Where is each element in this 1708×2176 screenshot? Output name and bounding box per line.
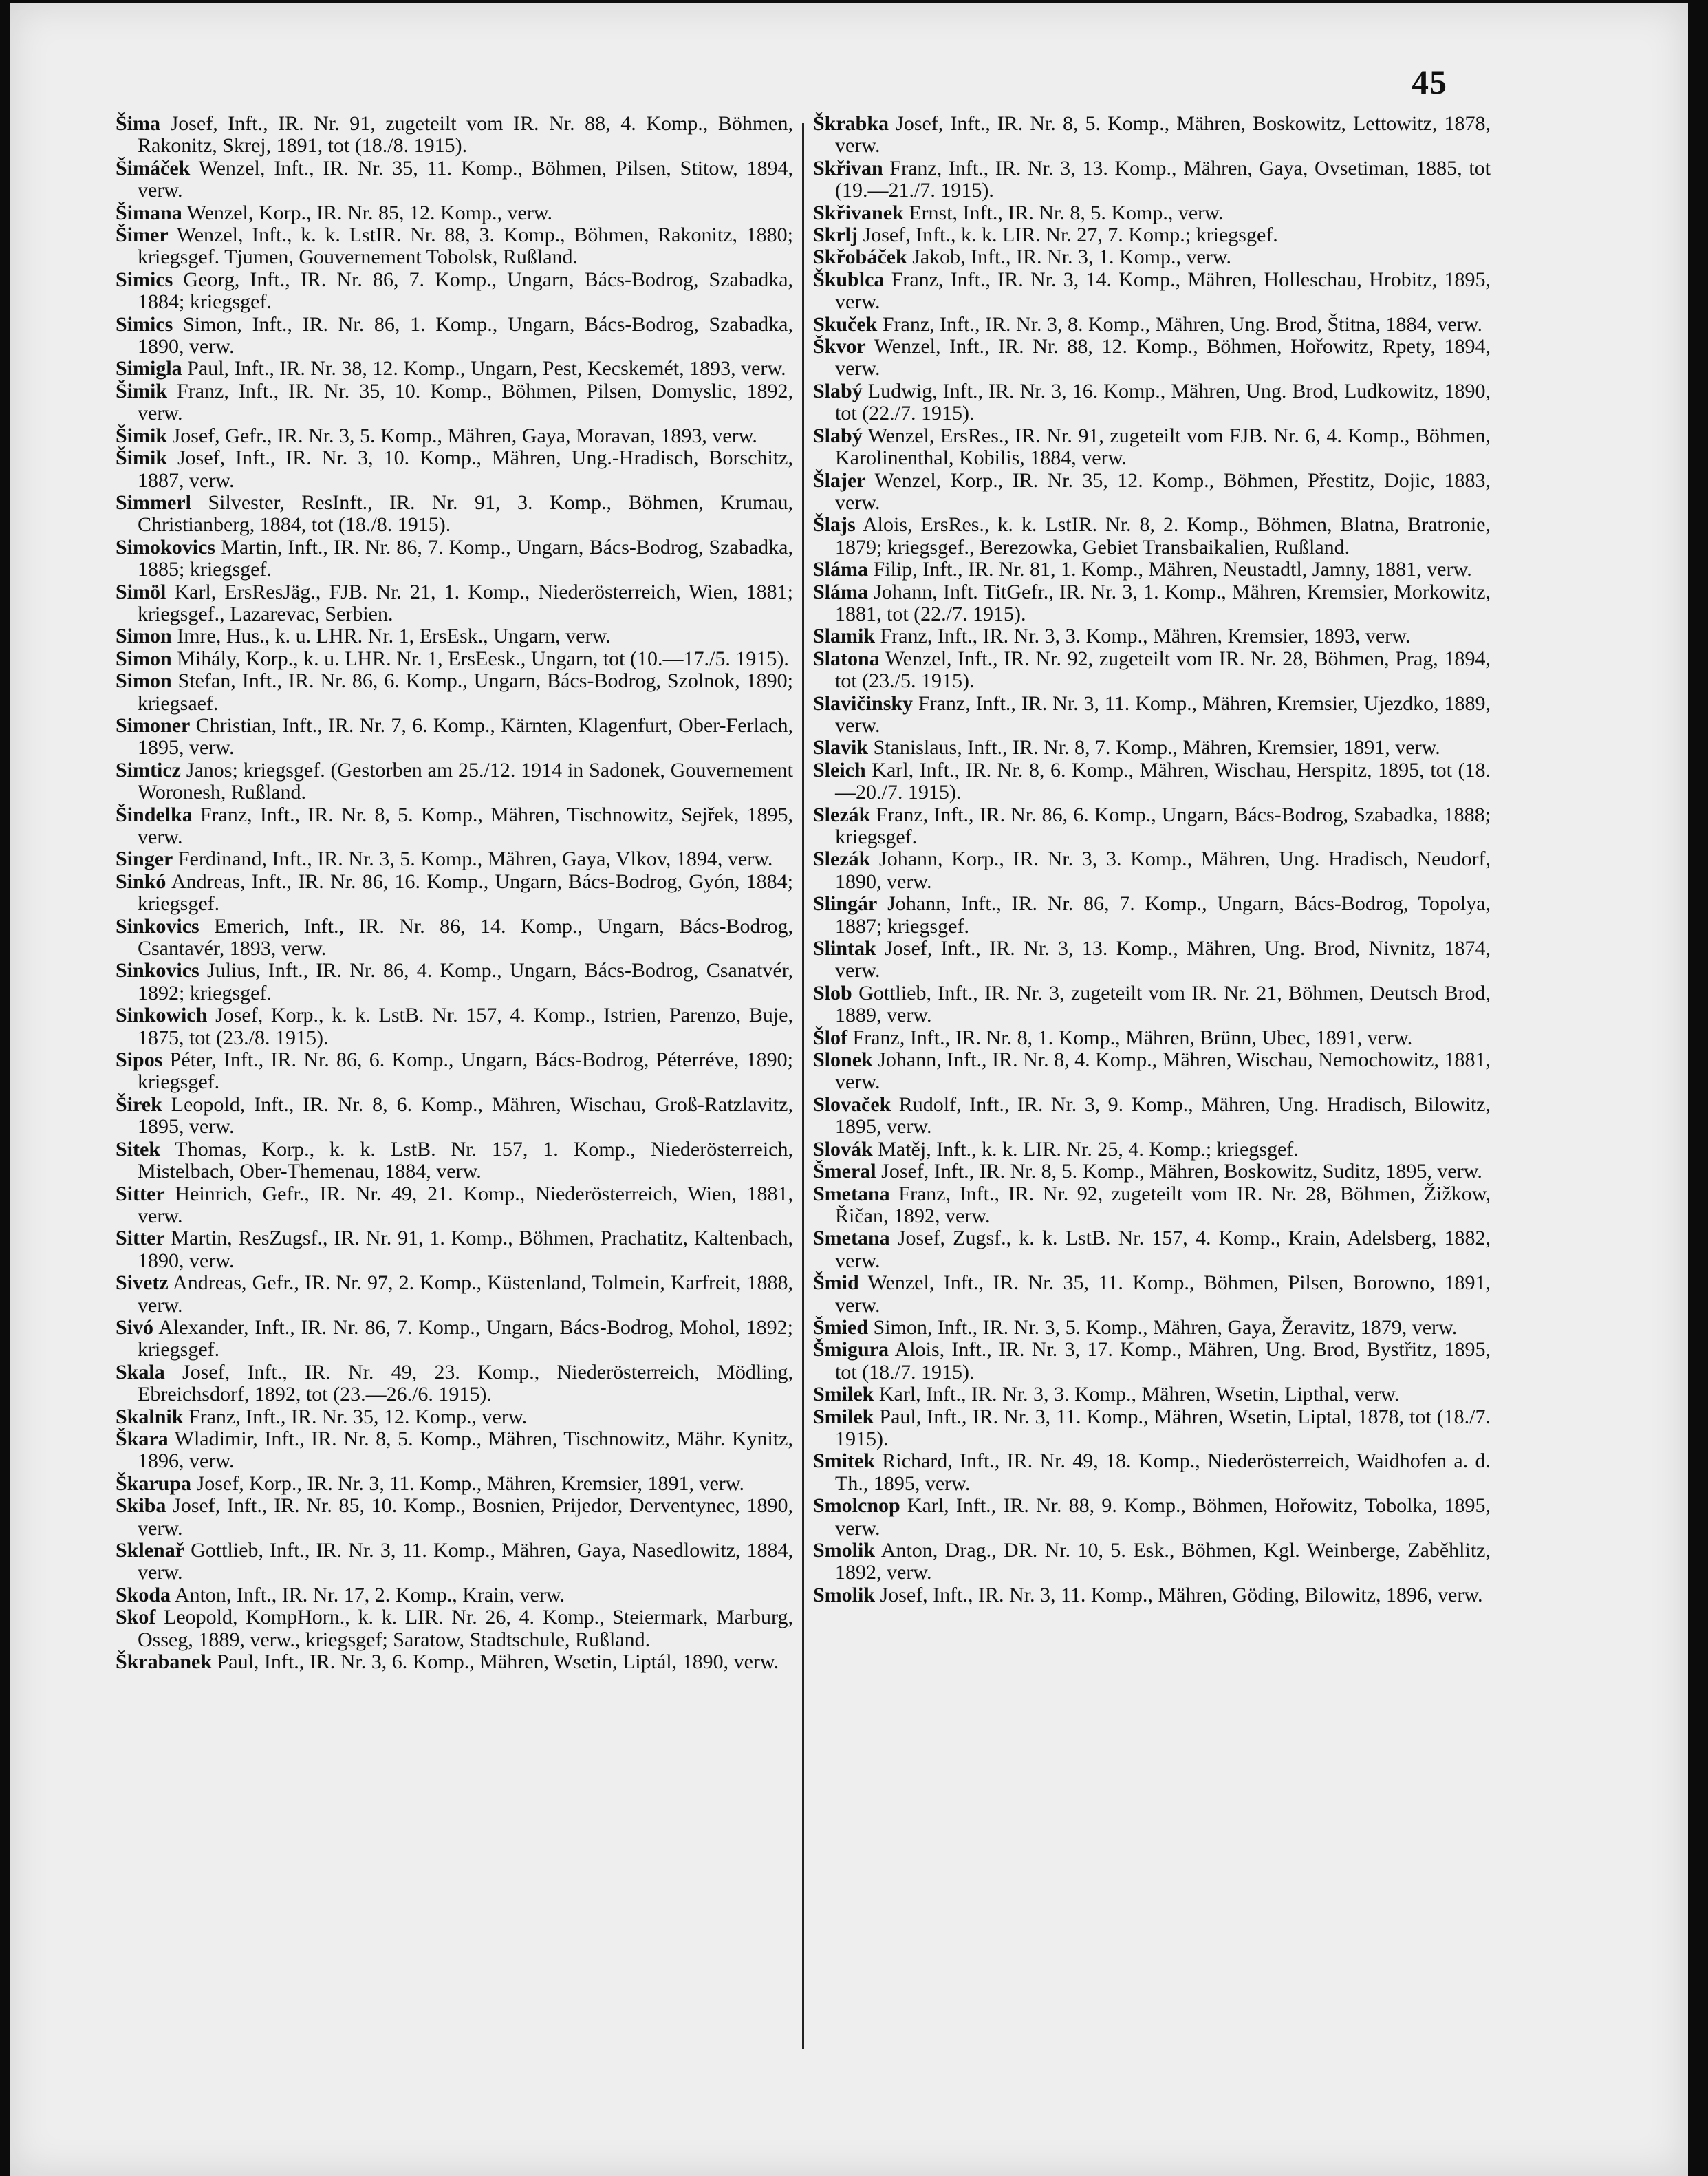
list-entry — [116, 1584, 793, 1606]
list-entry — [813, 1227, 1491, 1272]
entry-surname: Škublca — [813, 268, 885, 291]
entry-details: Franz, Inft., IR. Nr. 86, 6. Komp., Ungarn, Bács-Bodrog, Szabadka, 1888; kriegsgef. — [835, 803, 1491, 848]
entry-details: Wenzel, Inft., k. k. LstIR. Nr. 88, 3. Komp., Böhmen, Rakonitz, 1880; kriegsgef. Tjumen, Gouvernement Tobolsk, Rußland. — [138, 224, 793, 269]
list-entry — [813, 470, 1491, 515]
list-entry — [813, 804, 1491, 849]
entry-surname: Skrlj — [813, 224, 858, 247]
entry-details: Jakob, Inft., IR. Nr. 3, 1. Komp., verw. — [912, 246, 1232, 269]
entry-details: Anton, Inft., IR. Nr. 17, 2. Komp., Krain, verw. — [174, 1583, 565, 1606]
entry-details: Karl, Inft., IR. Nr. 8, 6. Komp., Mähren, Wischau, Herspitz, 1895, tot (18.—20./7. 1915). — [835, 758, 1491, 804]
entry-surname: Slob — [813, 981, 852, 1004]
entry-details: Gottlieb, Inft., IR. Nr. 3, 11. Komp., Mähren, Gaya, Nasedlowitz, 1884, verw. — [138, 1539, 794, 1584]
entry-surname: Skřivan — [813, 156, 883, 180]
list-entry — [813, 1584, 1491, 1606]
entry-details: Karl, ErsResJäg., FJB. Nr. 21, 1. Komp., Niederösterreich, Wien, 1881; kriegsgef., Lazarevac, Serbien. — [138, 580, 794, 625]
entry-surname: Škrabanek — [116, 1650, 213, 1674]
entry-surname: Sláma — [813, 558, 869, 581]
entry-details: Anton, Drag., DR. Nr. 10, 5. Esk., Böhmen, Kgl. Weinberge, Zaběhlitz, 1892, verw. — [835, 1539, 1491, 1584]
list-entry — [116, 1606, 793, 1651]
list-entry — [116, 960, 793, 1004]
entry-surname: Škrabka — [813, 112, 889, 135]
entry-details: Franz, Inft., IR. Nr. 3, 8. Komp., Mähren, Ung. Brod, Štitna, 1884, verw. — [882, 312, 1482, 336]
list-entry — [813, 269, 1491, 314]
entry-details: Stanislaus, Inft., IR. Nr. 8, 7. Komp., Mähren, Kremsier, 1891, verw. — [873, 736, 1440, 760]
entry-details: Alois, Inft., IR. Nr. 3, 17. Komp., Mähren, Ung. Brod, Bystřitz, 1895, tot (18./7. 1915). — [835, 1338, 1491, 1383]
entry-surname: Smilek — [813, 1383, 874, 1406]
entry-surname: Slovák — [813, 1137, 873, 1161]
column-divider — [802, 123, 804, 2049]
entry-details: Josef, Inft., IR. Nr. 3, 11. Komp., Mähren, Göding, Bilowitz, 1896, verw. — [880, 1583, 1483, 1606]
entry-surname: Simics — [116, 268, 173, 291]
entry-surname: Slezák — [813, 803, 871, 826]
list-entry — [813, 1049, 1491, 1094]
left-column — [116, 113, 793, 1673]
list-entry — [116, 1495, 793, 1540]
list-entry — [116, 1227, 793, 1272]
entry-surname: Slavičinsky — [813, 691, 914, 715]
entry-details: Josef, Inft., IR. Nr. 8, 5. Komp., Mähren, Boskowitz, Lettowitz, 1878, verw. — [835, 112, 1491, 158]
entry-details: Paul, Inft., IR. Nr. 38, 12. Komp., Ungarn, Pest, Kecskemét, 1893, verw. — [187, 357, 786, 380]
list-entry — [116, 715, 793, 760]
list-entry — [813, 314, 1491, 336]
list-entry — [813, 380, 1491, 425]
entry-details: Leopold, Inft., IR. Nr. 8, 6. Komp., Mähren, Wischau, Groß-Ratzlavitz, 1895, verw. — [138, 1092, 794, 1139]
list-entry — [116, 760, 793, 804]
entry-surname: Sinkowich — [116, 1004, 208, 1027]
list-entry — [116, 1094, 793, 1139]
entry-surname: Sklenař — [116, 1539, 185, 1562]
entry-details: Emerich, Inft., IR. Nr. 86, 14. Komp., Ungarn, Bács-Bodrog, Csantavér, 1893, verw. — [138, 914, 793, 960]
entry-details: Paul, Inft., IR. Nr. 3, 6. Komp., Mähren, Wsetin, Liptál, 1890, verw. — [217, 1650, 779, 1674]
entry-surname: Smetana — [813, 1182, 890, 1205]
right-column — [813, 113, 1491, 1606]
list-entry — [116, 804, 793, 849]
entry-details: Ferdinand, Inft., IR. Nr. 3, 5. Komp., Mähren, Gaya, Vlkov, 1894, verw. — [177, 848, 773, 871]
entry-details: Josef, Inft., IR. Nr. 3, 10. Komp., Mähren, Ung.-Hradisch, Borschitz, 1887, verw. — [138, 446, 794, 492]
list-entry — [813, 1317, 1491, 1339]
entry-details: Franz, Inft., IR. Nr. 35, 10. Komp., Böhmen, Pilsen, Domyslic, 1892, verw. — [138, 379, 793, 425]
entry-details: Wenzel, ErsRes., IR. Nr. 91, zugeteilt vom FJB. Nr. 6, 4. Komp., Böhmen, Karolinenthal, Kobilis, 1884, verw. — [835, 424, 1491, 470]
entry-details: Simon, Inft., IR. Nr. 86, 1. Komp., Ungarn, Bács-Bodrog, Szabadka, 1890, verw. — [138, 312, 793, 358]
list-entry — [813, 1183, 1491, 1228]
entry-details: Wenzel, Korp., IR. Nr. 35, 12. Komp., Böhmen, Přestitz, Dojic, 1883, verw. — [835, 468, 1491, 514]
entry-details: Ernst, Inft., IR. Nr. 8, 5. Komp., verw. — [909, 201, 1224, 224]
list-entry — [813, 1406, 1491, 1451]
list-entry — [116, 871, 793, 916]
entry-details: Heinrich, Gefr., IR. Nr. 49, 21. Komp., Niederösterreich, Wien, 1881, verw. — [138, 1182, 793, 1227]
entry-details: Paul, Inft., IR. Nr. 3, 11. Komp., Mähren, Wsetin, Liptal, 1878, tot (18./7. 1915). — [835, 1405, 1491, 1450]
entry-details: Karl, Inft., IR. Nr. 88, 9. Komp., Böhmen, Hořowitz, Tobolka, 1895, verw. — [835, 1494, 1491, 1540]
entry-surname: Skof — [116, 1606, 156, 1629]
list-entry — [116, 380, 793, 425]
entry-surname: Smetana — [813, 1227, 890, 1250]
list-entry — [116, 1651, 793, 1673]
entry-details: Janos; kriegsgef. (Gestorben am 25./12. 1914 in Sadonek, Gouvernement Woronesh, Rußland. — [138, 758, 793, 804]
entry-details: Franz, Inft., IR. Nr. 8, 5. Komp., Mähren, Tischnowitz, Sejřek, 1895, verw. — [138, 803, 794, 848]
entry-surname: Šmigura — [813, 1338, 889, 1361]
entry-details: Josef, Korp., IR. Nr. 3, 11. Komp., Mähren, Kremsier, 1891, verw. — [196, 1472, 744, 1495]
entry-details: Filip, Inft., IR. Nr. 81, 1. Komp., Mähren, Neustadtl, Jamny, 1881, verw. — [873, 558, 1472, 581]
entry-surname: Sitek — [116, 1137, 161, 1161]
entry-details: Karl, Inft., IR. Nr. 3, 3. Komp., Mähren, Wsetin, Lipthal, verw. — [878, 1383, 1400, 1406]
entry-details: Wenzel, Inft., IR. Nr. 35, 11. Komp., Böhmen, Pilsen, Borowno, 1891, verw. — [835, 1271, 1491, 1317]
entry-surname: Širek — [116, 1092, 162, 1116]
entry-details: Georg, Inft., IR. Nr. 86, 7. Komp., Ungarn, Bács-Bodrog, Szabadka, 1884; kriegsgef. — [138, 268, 794, 314]
list-entry — [116, 492, 793, 537]
entry-surname: Simmerl — [116, 491, 191, 514]
list-entry — [813, 982, 1491, 1027]
list-entry — [813, 1272, 1491, 1317]
entry-surname: Smolcnop — [813, 1494, 900, 1518]
list-entry — [813, 1139, 1491, 1161]
entry-surname: Sipos — [116, 1048, 163, 1072]
entry-details: Franz, Inft., IR. Nr. 3, 13. Komp., Mähren, Gaya, Ovsetiman, 1885, tot (19.—21./7. 1915). — [835, 156, 1491, 202]
entry-details: Franz, Inft., IR. Nr. 3, 14. Komp., Mähren, Holleschau, Hrobitz, 1895, verw. — [835, 268, 1491, 314]
entry-surname: Sláma — [813, 580, 869, 603]
entry-surname: Šmeral — [813, 1160, 876, 1183]
list-entry — [116, 202, 793, 224]
entry-details: Martin, ResZugsf., IR. Nr. 91, 1. Komp., Böhmen, Prachatitz, Kaltenbach, 1890, verw. — [138, 1227, 794, 1272]
list-entry — [813, 1339, 1491, 1383]
list-entry — [116, 1428, 793, 1473]
entry-surname: Sleich — [813, 758, 866, 782]
entry-details: Josef, Inft., k. k. LIR. Nr. 27, 7. Komp.; kriegsgef. — [863, 224, 1278, 247]
entry-surname: Skala — [116, 1360, 165, 1383]
entry-surname: Simigla — [116, 357, 182, 380]
list-entry — [813, 514, 1491, 559]
entry-surname: Šimana — [116, 201, 182, 224]
page-number: 45 — [1412, 63, 1447, 101]
list-entry — [813, 559, 1491, 581]
entry-details: Matěj, Inft., k. k. LIR. Nr. 25, 4. Komp.; kriegsgef. — [878, 1137, 1299, 1161]
list-entry — [813, 848, 1491, 893]
entry-surname: Smitek — [813, 1450, 875, 1473]
entry-details: Josef, Gefr., IR. Nr. 3, 5. Komp., Mähren, Gaya, Moravan, 1893, verw. — [172, 424, 757, 447]
list-entry — [813, 893, 1491, 938]
entry-surname: Skřobáček — [813, 246, 907, 269]
entry-details: Johann, Inft. TitGefr., IR. Nr. 3, 1. Komp., Mähren, Kremsier, Morkowitz, 1881, tot (22./7. 1915). — [835, 580, 1491, 625]
entry-surname: Simticz — [116, 758, 181, 782]
list-entry — [116, 1183, 793, 1228]
entry-details: Péter, Inft., IR. Nr. 86, 6. Komp., Ungarn, Bács-Bodrog, Péterréve, 1890; kriegsgef. — [138, 1048, 793, 1094]
entry-details: Johann, Inft., IR. Nr. 86, 7. Komp., Ungarn, Bács-Bodrog, Topolya, 1887; kriegsgef. — [835, 892, 1491, 938]
entry-surname: Simon — [116, 647, 172, 670]
entry-surname: Slabý — [813, 424, 863, 447]
entry-surname: Simoner — [116, 713, 191, 737]
entry-details: Alexander, Inft., IR. Nr. 86, 7. Komp., Ungarn, Bács-Bodrog, Mohol, 1892; kriegsgef. — [138, 1315, 793, 1361]
list-entry — [116, 358, 793, 380]
entry-details: Franz, Inft., IR. Nr. 92, zugeteilt vom IR. Nr. 28, Böhmen, Žižkow, Řičan, 1892, verw. — [835, 1182, 1491, 1227]
list-entry — [813, 1027, 1491, 1049]
entry-details: Franz, Inft., IR. Nr. 8, 1. Komp., Mähren, Brünn, Ubec, 1891, verw. — [852, 1026, 1413, 1049]
list-entry — [116, 1139, 793, 1183]
entry-surname: Simics — [116, 312, 173, 336]
entry-surname: Sivó — [116, 1315, 154, 1339]
entry-surname: Simon — [116, 625, 172, 648]
entry-details: Gottlieb, Inft., IR. Nr. 3, zugeteilt vom IR. Nr. 21, Böhmen, Deutsch Brod, 1889, verw. — [835, 981, 1491, 1027]
list-entry — [813, 425, 1491, 470]
list-entry — [813, 1495, 1491, 1540]
entry-surname: Sinkovics — [116, 959, 199, 982]
list-entry — [116, 916, 793, 960]
entry-surname: Smilek — [813, 1405, 874, 1428]
entry-surname: Simöl — [116, 580, 166, 603]
entry-surname: Šmied — [813, 1315, 869, 1339]
list-entry — [116, 447, 793, 492]
list-entry — [813, 246, 1491, 268]
entry-details: Julius, Inft., IR. Nr. 86, 4. Komp., Ungarn, Bács-Bodrog, Csanatvér, 1892; kriegsgef. — [138, 959, 793, 1004]
entry-details: Josef, Zugsf., k. k. LstB. Nr. 157, 4. Komp., Krain, Adelsberg, 1882, verw. — [835, 1227, 1491, 1272]
list-entry — [813, 737, 1491, 759]
entry-surname: Slonek — [813, 1048, 873, 1072]
entry-surname: Šimik — [116, 446, 168, 470]
entry-surname: Šimik — [116, 424, 168, 447]
entry-details: Stefan, Inft., IR. Nr. 86, 6. Komp., Ungarn, Bács-Bodrog, Szolnok, 1890; kriegsaef. — [138, 669, 794, 715]
entry-details: Andreas, Inft., IR. Nr. 86, 16. Komp., Ungarn, Bács-Bodrog, Gyón, 1884; kriegsgef. — [138, 870, 793, 916]
entry-surname: Smolik — [813, 1539, 876, 1562]
entry-details: Wenzel, Korp., IR. Nr. 85, 12. Komp., verw. — [186, 201, 553, 224]
list-entry — [813, 224, 1491, 246]
entry-surname: Smolik — [813, 1583, 876, 1606]
entry-details: Josef, Inft., IR. Nr. 49, 23. Komp., Niederösterreich, Mödling, Ebreichsdorf, 1892, tot (23.—26./6. 1915). — [138, 1360, 794, 1406]
list-entry — [116, 1540, 793, 1584]
list-entry — [813, 938, 1491, 982]
list-entry — [813, 1383, 1491, 1405]
entry-details: Martin, Inft., IR. Nr. 86, 7. Komp., Ungarn, Bács-Bodrog, Szabadka, 1885; kriegsgef. — [138, 535, 793, 581]
entry-surname: Šlajs — [813, 513, 856, 537]
entry-details: Silvester, ResInft., IR. Nr. 91, 3. Komp., Böhmen, Krumau, Christianberg, 1884, tot (18./8. 1915). — [138, 491, 793, 537]
entry-surname: Škara — [116, 1427, 169, 1450]
list-entry — [116, 581, 793, 626]
list-entry — [813, 648, 1491, 693]
entry-surname: Simokovics — [116, 535, 216, 559]
entry-details: Ludwig, Inft., IR. Nr. 3, 16. Komp., Mähren, Ung. Brod, Ludkowitz, 1890, tot (22./7. 1915). — [835, 379, 1491, 425]
entry-surname: Slabý — [813, 379, 863, 402]
entry-surname: Slezák — [813, 848, 871, 871]
list-entry — [813, 113, 1491, 158]
list-entry — [116, 625, 793, 647]
list-entry — [116, 1049, 793, 1094]
list-entry — [813, 1450, 1491, 1495]
entry-surname: Skalnik — [116, 1405, 184, 1428]
entry-details: Josef, Inft., IR. Nr. 3, 13. Komp., Mähren, Ung. Brod, Nivnitz, 1874, verw. — [835, 937, 1491, 982]
entry-details: Leopold, KompHorn., k. k. LIR. Nr. 26, 4. Komp., Steiermark, Marburg, Osseg, 1889, verw., kriegsgef; Saratow, Stadtschule, Rußland. — [138, 1606, 793, 1651]
list-entry — [116, 1473, 793, 1495]
entry-surname: Singer — [116, 848, 173, 871]
entry-details: Wenzel, Inft., IR. Nr. 88, 12. Komp., Böhmen, Hořowitz, Rpety, 1894, verw. — [835, 335, 1491, 380]
list-entry — [116, 648, 793, 670]
entry-details: Josef, Korp., k. k. LstB. Nr. 157, 4. Komp., Istrien, Parenzo, Buje, 1875, tot (23./8. 1915). — [138, 1004, 794, 1049]
list-entry — [116, 670, 793, 715]
entry-details: Franz, Inft., IR. Nr. 3, 3. Komp., Mähren, Kremsier, 1893, verw. — [880, 625, 1411, 648]
entry-details: Wladimir, Inft., IR. Nr. 8, 5. Komp., Mähren, Tischnowitz, Mähr. Kynitz, 1896, verw. — [138, 1427, 793, 1473]
entry-surname: Šlajer — [813, 468, 866, 492]
entry-surname: Šimáček — [116, 156, 191, 180]
document-page — [10, 3, 1688, 2176]
entry-surname: Sinkó — [116, 870, 166, 893]
entry-details: Johann, Inft., IR. Nr. 8, 4. Komp., Mähren, Wischau, Nemochowitz, 1881, verw. — [835, 1048, 1491, 1094]
list-entry — [116, 269, 793, 314]
entry-details: Simon, Inft., IR. Nr. 3, 5. Komp., Mähren, Gaya, Žeravitz, 1879, verw. — [873, 1315, 1458, 1339]
list-entry — [116, 1004, 793, 1049]
entry-surname: Skoda — [116, 1583, 171, 1606]
list-entry — [116, 1361, 793, 1406]
entry-details: Rudolf, Inft., IR. Nr. 3, 9. Komp., Mähren, Ung. Hradisch, Bilowitz, 1895, verw. — [835, 1092, 1491, 1139]
entry-surname: Slintak — [813, 937, 876, 960]
list-entry — [813, 693, 1491, 737]
list-entry — [116, 113, 793, 158]
list-entry — [813, 625, 1491, 647]
entry-details: Wenzel, Inft., IR. Nr. 35, 11. Komp., Böhmen, Pilsen, Stitow, 1894, verw. — [138, 156, 793, 202]
list-entry — [116, 1317, 793, 1361]
entry-details: Josef, Inft., IR. Nr. 8, 5. Komp., Mähren, Boskowitz, Suditz, 1895, verw. — [881, 1160, 1482, 1183]
list-entry — [116, 1406, 793, 1428]
list-entry — [116, 537, 793, 581]
list-entry — [116, 314, 793, 358]
entry-details: Johann, Korp., IR. Nr. 3, 3. Komp., Mähren, Ung. Hradisch, Neudorf, 1890, verw. — [835, 848, 1491, 893]
list-entry — [116, 224, 793, 269]
list-entry — [813, 760, 1491, 804]
list-entry — [813, 581, 1491, 626]
entry-surname: Slamik — [813, 625, 876, 648]
entry-details: Richard, Inft., IR. Nr. 49, 18. Komp., Niederösterreich, Waidhofen a. d. Th., 1895, verw. — [835, 1450, 1491, 1495]
entry-details: Franz, Inft., IR. Nr. 3, 11. Komp., Mähren, Kremsier, Ujezdko, 1889, verw. — [835, 691, 1491, 737]
list-entry — [116, 1272, 793, 1317]
entry-details: Mihály, Korp., k. u. LHR. Nr. 1, ErsEesk., Ungarn, tot (10.—17./5. 1915). — [177, 647, 789, 670]
entry-surname: Skuček — [813, 312, 878, 336]
entry-surname: Slovaček — [813, 1092, 891, 1116]
list-entry — [813, 1094, 1491, 1139]
list-entry — [116, 425, 793, 447]
entry-details: Thomas, Korp., k. k. LstB. Nr. 157, 1. Komp., Niederösterreich, Mistelbach, Ober-Themenau, 1884, verw. — [138, 1137, 793, 1183]
list-entry — [813, 158, 1491, 202]
entry-surname: Slingár — [813, 892, 878, 916]
entry-surname: Sinkovics — [116, 914, 199, 938]
entry-details: Imre, Hus., k. u. LHR. Nr. 1, ErsEsk., Ungarn, verw. — [177, 625, 611, 648]
list-entry — [813, 1540, 1491, 1584]
entry-surname: Sitter — [116, 1227, 165, 1250]
entry-surname: Šindelka — [116, 803, 193, 826]
entry-surname: Slatona — [813, 647, 880, 670]
entry-surname: Skřivanek — [813, 201, 904, 224]
entry-surname: Šimer — [116, 224, 169, 247]
entry-surname: Slavik — [813, 736, 869, 760]
entry-surname: Sivetz — [116, 1271, 169, 1295]
entry-details: Alois, ErsRes., k. k. LstIR. Nr. 8, 2. Komp., Böhmen, Blatna, Bratronie, 1879; kriegsgef., Berezowka, Gebiet Transbaikalien, Rußland. — [835, 513, 1491, 559]
list-entry — [813, 336, 1491, 380]
entry-surname: Skiba — [116, 1494, 166, 1518]
entry-details: Andreas, Gefr., IR. Nr. 97, 2. Komp., Küstenland, Tolmein, Karfreit, 1888, verw. — [138, 1271, 793, 1317]
entry-surname: Šimik — [116, 379, 168, 402]
list-entry — [813, 1161, 1491, 1183]
entry-surname: Sitter — [116, 1182, 165, 1205]
entry-surname: Šima — [116, 112, 161, 135]
entry-details: Wenzel, Inft., IR. Nr. 92, zugeteilt vom IR. Nr. 28, Böhmen, Prag, 1894, tot (23./5. 1915). — [835, 647, 1491, 693]
list-entry — [116, 158, 793, 202]
list-entry — [116, 848, 793, 870]
entry-surname: Simon — [116, 669, 172, 693]
entry-details: Josef, Inft., IR. Nr. 91, zugeteilt vom IR. Nr. 88, 4. Komp., Böhmen, Rakonitz, Skrej, 1891, tot (18./8. 1915). — [138, 112, 793, 158]
entry-surname: Škarupa — [116, 1472, 192, 1495]
entry-surname: Šmid — [813, 1271, 859, 1295]
entry-details: Josef, Inft., IR. Nr. 85, 10. Komp., Bosnien, Prijedor, Derventynec, 1890, verw. — [138, 1494, 794, 1540]
list-entry — [813, 202, 1491, 224]
entry-surname: Šlof — [813, 1026, 848, 1049]
entry-details: Franz, Inft., IR. Nr. 35, 12. Komp., verw. — [188, 1405, 528, 1428]
entry-details: Christian, Inft., IR. Nr. 7, 6. Komp., Kärnten, Klagenfurt, Ober-Ferlach, 1895, verw. — [138, 713, 793, 760]
entry-surname: Škvor — [813, 335, 866, 358]
